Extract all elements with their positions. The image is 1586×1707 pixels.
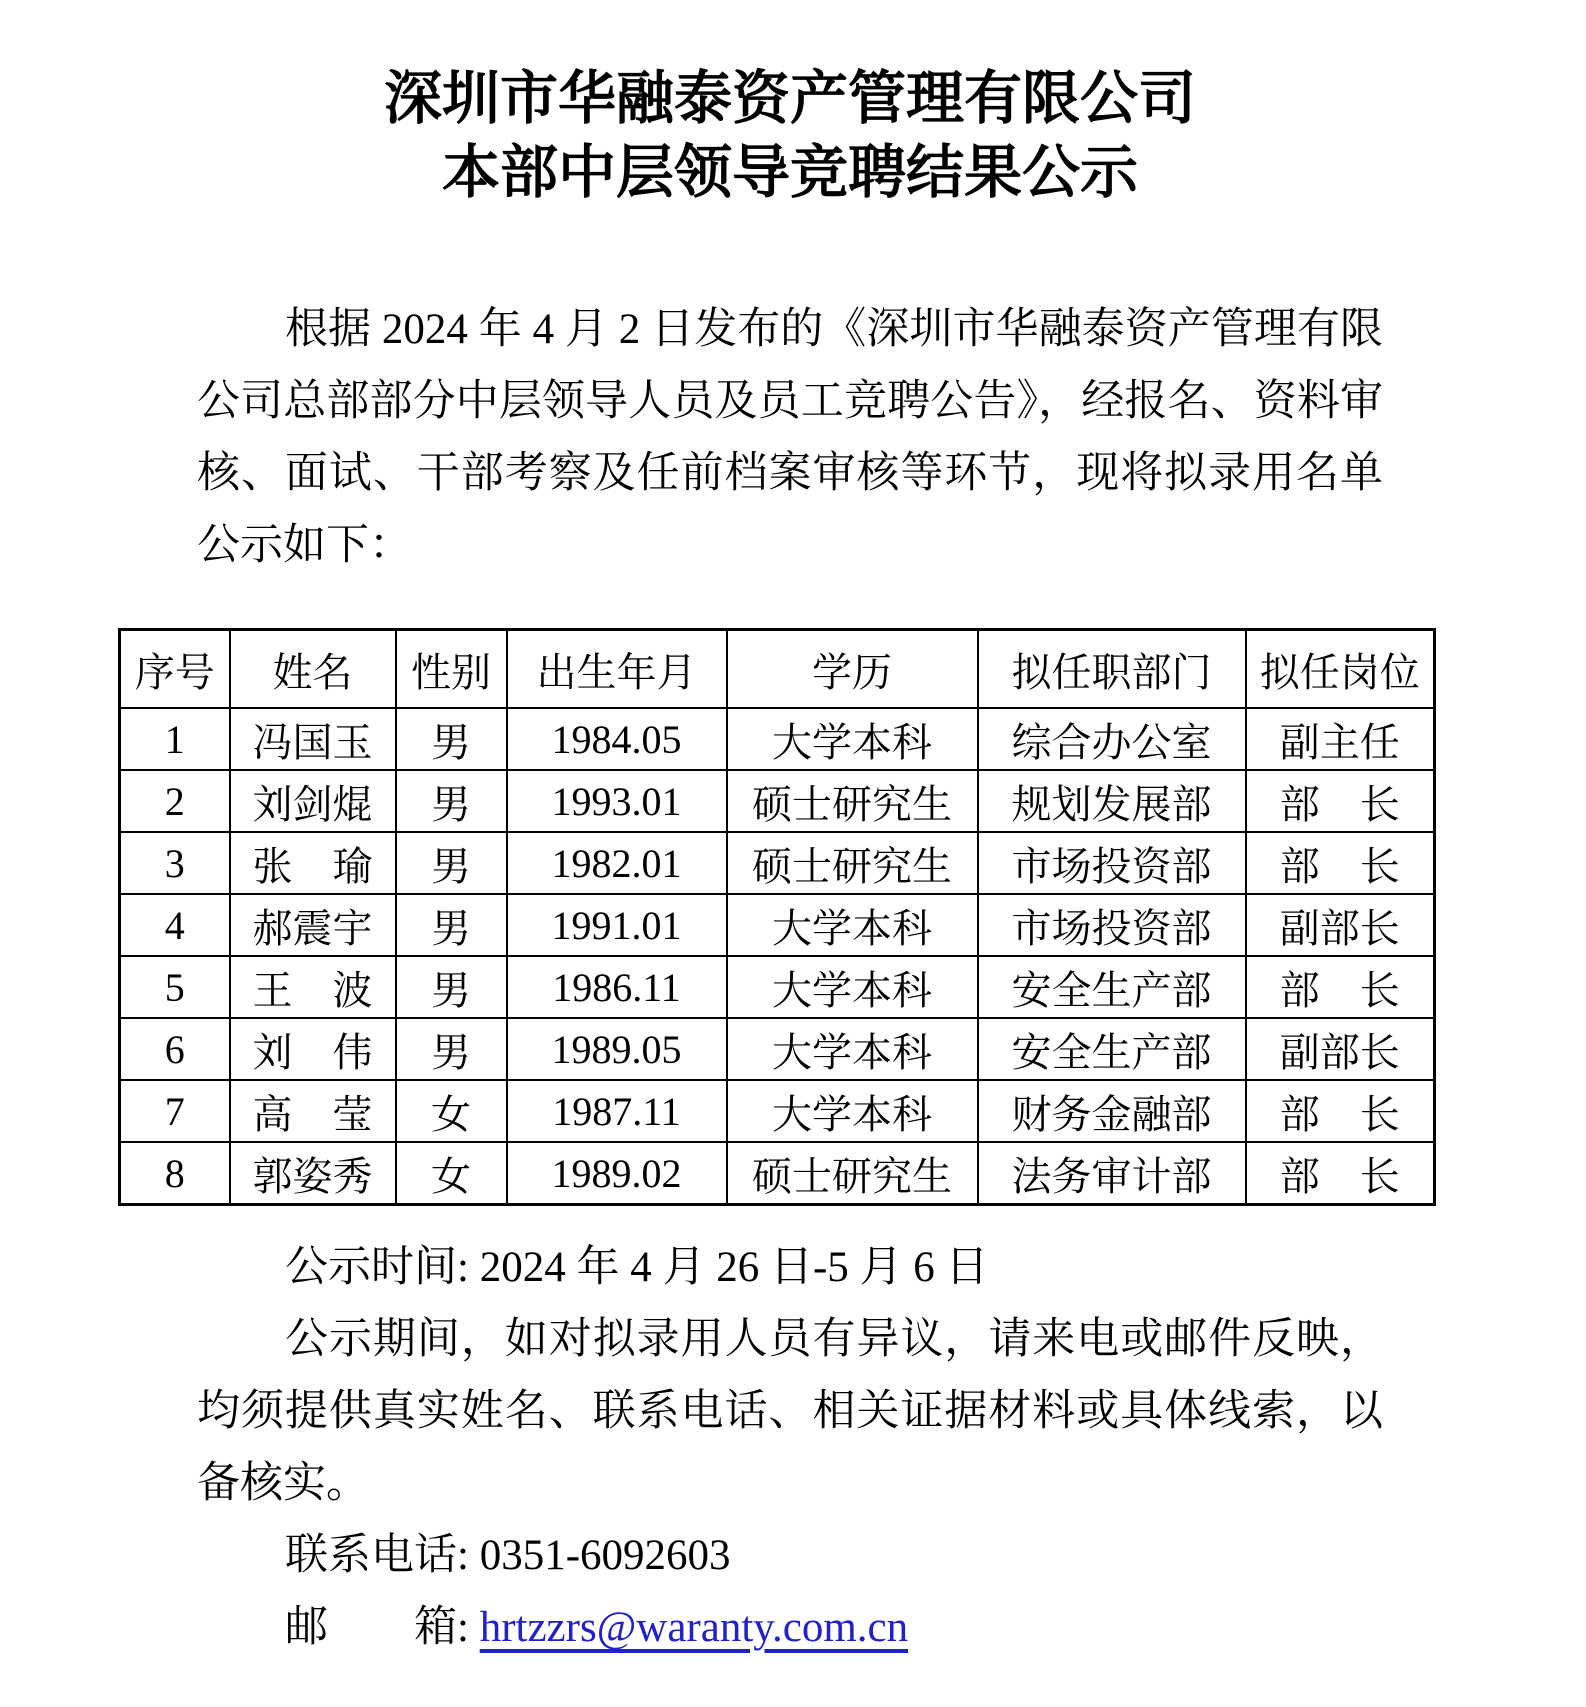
cell-serial: 4 xyxy=(120,894,230,956)
table-row xyxy=(120,832,1435,894)
document-title xyxy=(197,62,1383,210)
cell-education: 大学本科 xyxy=(727,1080,978,1142)
cell-name: 冯国玉 xyxy=(230,708,396,770)
cell-department: 财务金融部 xyxy=(978,1080,1246,1142)
cell-position: 部 长 xyxy=(1246,832,1435,894)
cell-birth-date: 1993.01 xyxy=(507,770,727,832)
cell-name: 郝震宇 xyxy=(230,894,396,956)
table-row xyxy=(120,1080,1435,1142)
cell-department: 综合办公室 xyxy=(978,708,1246,770)
cell-education: 硕士研究生 xyxy=(727,832,978,894)
contact-phone-line xyxy=(197,1520,1383,1592)
cell-serial: 1 xyxy=(120,708,230,770)
document-title-line-1: 深圳市华融泰资产管理有限公司 xyxy=(383,66,1196,131)
cell-birth-date: 1989.05 xyxy=(507,1018,727,1080)
cell-name: 高 莹 xyxy=(230,1080,396,1142)
cell-education: 大学本科 xyxy=(727,1018,978,1080)
cell-serial: 3 xyxy=(120,832,230,894)
cell-serial: 5 xyxy=(120,956,230,1018)
table-row xyxy=(120,770,1435,832)
cell-department: 安全生产部 xyxy=(978,956,1246,1018)
intro-paragraph: 根据 2024 年 4 月 2 日发布的《深圳市华融泰资产管理有限公司总部部分中层领导人员及员工竞聘公告》，经报名、资料审核、面试、干部考察及任前档案审核等环节，现将拟录用名单公示如下： xyxy=(197,306,1383,569)
cell-gender: 男 xyxy=(396,1018,507,1080)
cell-education: 硕士研究生 xyxy=(727,1142,978,1205)
cell-education: 大学本科 xyxy=(727,956,978,1018)
cell-gender: 男 xyxy=(396,894,507,956)
cell-department: 市场投资部 xyxy=(978,894,1246,956)
cell-birth-date: 1986.11 xyxy=(507,956,727,1018)
cell-department: 规划发展部 xyxy=(978,770,1246,832)
cell-position: 部 长 xyxy=(1246,770,1435,832)
cell-birth-date: 1982.01 xyxy=(507,832,727,894)
cell-birth-date: 1989.02 xyxy=(507,1142,727,1205)
email-link[interactable]: hrtzzrs@waranty.com.cn xyxy=(479,1604,909,1651)
cell-birth-date: 1987.11 xyxy=(507,1080,727,1142)
cell-position: 副主任 xyxy=(1246,708,1435,770)
cell-gender: 女 xyxy=(396,1080,507,1142)
cell-gender: 男 xyxy=(396,956,507,1018)
cell-education: 大学本科 xyxy=(727,708,978,770)
cell-department: 市场投资部 xyxy=(978,832,1246,894)
cell-gender: 男 xyxy=(396,770,507,832)
table-row xyxy=(120,894,1435,956)
cell-position: 副部长 xyxy=(1246,1018,1435,1080)
candidate-roster-table xyxy=(118,628,1436,1206)
cell-name: 刘剑焜 xyxy=(230,770,396,832)
table-row xyxy=(120,956,1435,1018)
cell-serial: 6 xyxy=(120,1018,230,1080)
cell-name: 张 瑜 xyxy=(230,832,396,894)
cell-gender: 男 xyxy=(396,832,507,894)
phone-number: 0351-6092603 xyxy=(479,1532,731,1579)
document-body xyxy=(197,294,1383,582)
objection-paragraph: 公示期间，如对拟录用人员有异议，请来电或邮件反映，均须提供真实姓名、联系电话、相关证据材料或具体线索，以备核实。 xyxy=(197,1316,1383,1507)
cell-birth-date: 1991.01 xyxy=(507,894,727,956)
cell-name: 郭姿秀 xyxy=(230,1142,396,1205)
cell-position: 部 长 xyxy=(1246,1142,1435,1205)
cell-name: 王 波 xyxy=(230,956,396,1018)
header-proposed-position: 拟任岗位 xyxy=(1246,630,1435,709)
cell-department: 法务审计部 xyxy=(978,1142,1246,1205)
header-serial-number: 序号 xyxy=(120,630,230,709)
table-row xyxy=(120,1018,1435,1080)
email-label: 邮 箱: xyxy=(285,1604,480,1651)
cell-serial: 2 xyxy=(120,770,230,832)
cell-department: 安全生产部 xyxy=(978,1018,1246,1080)
cell-position: 部 长 xyxy=(1246,956,1435,1018)
header-gender: 性别 xyxy=(396,630,507,709)
cell-serial: 8 xyxy=(120,1142,230,1205)
cell-education: 硕士研究生 xyxy=(727,770,978,832)
cell-gender: 男 xyxy=(396,708,507,770)
cell-serial: 7 xyxy=(120,1080,230,1142)
table-header-row xyxy=(120,630,1435,709)
cell-position: 副部长 xyxy=(1246,894,1435,956)
cell-name: 刘 伟 xyxy=(230,1018,396,1080)
header-birth-date: 出生年月 xyxy=(507,630,727,709)
document-footer-text xyxy=(197,1232,1383,1664)
cell-gender: 女 xyxy=(396,1142,507,1205)
table-row xyxy=(120,708,1435,770)
table-row xyxy=(120,1142,1435,1205)
cell-education: 大学本科 xyxy=(727,894,978,956)
document-title-line-2: 本部中层领导竞聘结果公示 xyxy=(441,140,1138,205)
cell-position: 部 长 xyxy=(1246,1080,1435,1142)
header-name: 姓名 xyxy=(230,630,396,709)
phone-label: 联系电话: xyxy=(285,1532,480,1579)
header-proposed-department: 拟任职部门 xyxy=(978,630,1246,709)
cell-birth-date: 1984.05 xyxy=(507,708,727,770)
header-education: 学历 xyxy=(727,630,978,709)
publicity-period-line: 公示时间: 2024 年 4 月 26 日-5 月 6 日 xyxy=(285,1244,989,1291)
contact-email-line xyxy=(197,1592,1383,1664)
